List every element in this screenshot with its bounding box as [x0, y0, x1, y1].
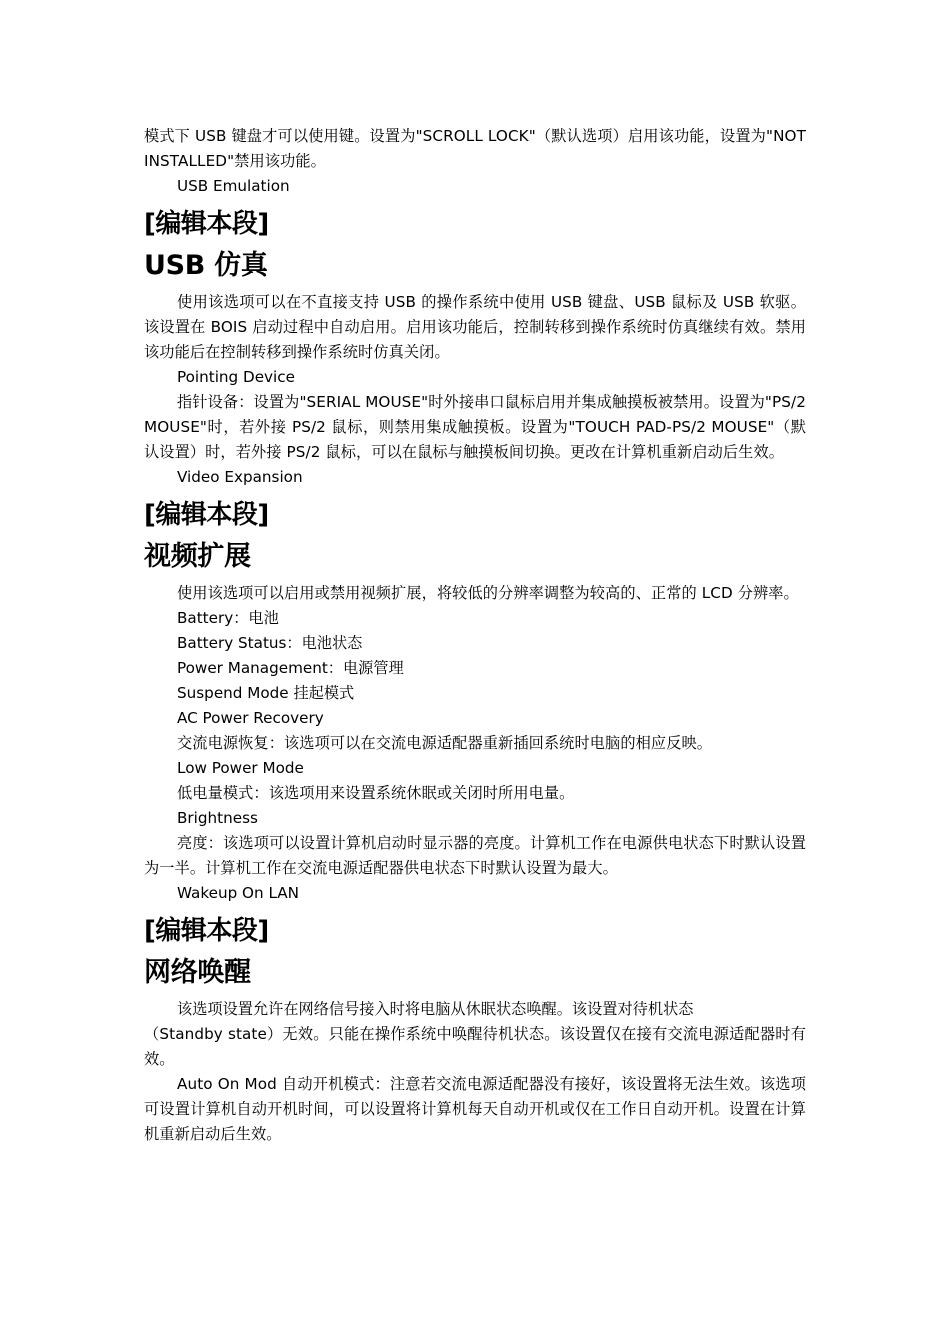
- label-power-management: Power Management：电源管理: [177, 659, 404, 677]
- edit-section-link[interactable]: [编辑本段]: [144, 916, 269, 946]
- edit-section-link[interactable]: [编辑本段]: [144, 209, 269, 239]
- paragraph-pointing-device: 指针设备：设置为"SERIAL MOUSE"时外接串口鼠标启用并集成触摸板被禁用。设置为"PS/2 MOUSE"时，若外接 PS/2 鼠标，则禁用集成触摸板。设置为"TOUCH PAD-PS/2 MOUSE"（默认设置）时，若外接 PS/2 鼠标，可以在鼠标与触摸板间切换。更改在计算机重新启动后生效。: [144, 393, 806, 461]
- heading-video-expansion: 视频扩展: [144, 541, 251, 572]
- label-video-expansion: Video Expansion: [177, 468, 303, 486]
- edit-section-link[interactable]: [编辑本段]: [144, 500, 269, 530]
- label-suspend-mode: Suspend Mode 挂起模式: [177, 684, 355, 702]
- label-wakeup-on-lan: Wakeup On LAN: [177, 884, 300, 902]
- paragraph-usb-emulation: 使用该选项可以在不直接支持 USB 的操作系统中使用 USB 键盘、USB 鼠标及 USB 软驱。该设置在 BOIS 启动过程中自动启用。启用该功能后，控制转移到操作系统时仿真继续有效。禁用该功能后在控制转移到操作系统时仿真关闭。: [144, 293, 806, 361]
- paragraph-wakeup-line-2: （Standby state）无效。只能在操作系统中唤醒待机状态。该设置仅在接有交流电源适配器时有效。: [144, 1025, 806, 1068]
- paragraph-auto-on-mode: Auto On Mod 自动开机模式：注意若交流电源适配器没有接好，该设置将无法生效。该选项可设置计算机自动开机时间，可以设置将计算机每天自动开机或仅在工作日自动开机。设置在计算机重新启动后生效。: [144, 1075, 806, 1143]
- label-usb-emulation: USB Emulation: [177, 177, 290, 195]
- label-battery-status: Battery Status：电池状态: [177, 634, 363, 652]
- label-battery: Battery：电池: [177, 609, 279, 627]
- paragraph-brightness: 亮度：该选项可以设置计算机启动时显示器的亮度。计算机工作在电源供电状态下时默认设置为一半。计算机工作在交流电源适配器供电状态下时默认设置为最大。: [144, 834, 806, 877]
- label-pointing-device: Pointing Device: [177, 368, 295, 386]
- heading-usb-emulation: USB 仿真: [144, 250, 268, 281]
- paragraph-low-power-mode: 低电量模式：该选项用来设置系统休眠或关闭时所用电量。: [177, 784, 575, 802]
- label-ac-power-recovery: AC Power Recovery: [177, 709, 324, 727]
- paragraph-video-expansion: 使用该选项可以启用或禁用视频扩展，将较低的分辨率调整为较高的、正常的 LCD 分辨率。: [177, 584, 799, 602]
- label-brightness: Brightness: [177, 809, 258, 827]
- paragraph-ac-power-recovery: 交流电源恢复：该选项可以在交流电源适配器重新插回系统时电脑的相应反映。: [177, 734, 713, 752]
- label-low-power-mode: Low Power Mode: [177, 759, 304, 777]
- paragraph-intro: 模式下 USB 键盘才可以使用键。设置为"SCROLL LOCK"（默认选项）启用该功能，设置为"NOT INSTALLED"禁用该功能。: [144, 127, 806, 170]
- heading-wakeup-on-lan: 网络唤醒: [144, 957, 251, 988]
- document-page: [144, 124, 806, 1147]
- paragraph-wakeup-line-1: 该选项设置允许在网络信号接入时将电脑从休眠状态唤醒。该设置对待机状态: [177, 1000, 694, 1018]
